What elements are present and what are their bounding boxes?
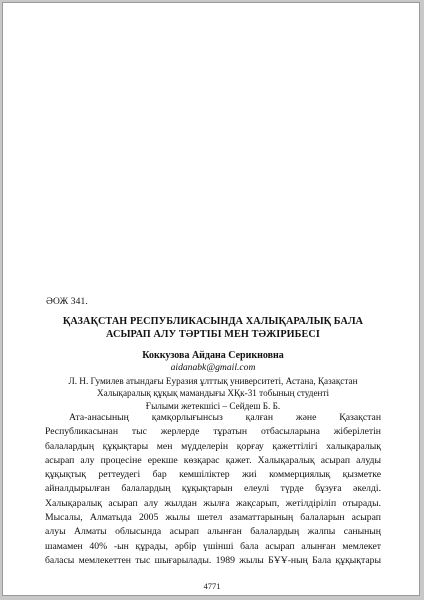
body-line: асырап алу процесіне ерекше көзқарас қажет. Халықаралық асырап алуды [45, 454, 381, 466]
affiliation-line-3: Ғылыми жетекшісі – Сейдеш Б. Б. [145, 400, 281, 411]
document-page [2, 2, 420, 596]
body-line: алуы Алматы облысында асырап алынған балалардың жалпы санының [45, 526, 381, 538]
body-line: айналдырылған балалардың құқықтарын елеулі түрде бұзуға әкелді. [45, 483, 381, 495]
body-line: шамамен 40% -ын құрады, әрбір үшінші бала асырап алынған мемлекет [45, 540, 381, 552]
article-body [45, 411, 381, 568]
body-line: баласы мемлекеттен тыс шығарылады. 1989 жылы БҰҰ-ның Бала құқықтары [45, 554, 381, 566]
affiliation [45, 375, 381, 412]
author-email: aidanabk@gmail.com [170, 362, 256, 373]
title-line-2: АСЫРАП АЛУ ТӘРТІБІ МЕН ТӘЖІРИБЕСІ [106, 329, 320, 340]
udk-code: ӘОЖ 341. [46, 297, 88, 307]
body-line: Республикасынан тыс жерлерде тұратын отбасыларына жіберілетін [45, 426, 381, 438]
body-line: Ата-анасының қамқорлығынсыз қалған және Қазақстан [69, 412, 381, 423]
author-name: Коккузова Айдана Серикновна [142, 350, 284, 361]
affiliation-line-2: Халықаралық құқық мамандығы ХҚк-31 тобының студенті [96, 388, 330, 399]
body-line: Мысалы, Алматыда 2005 жылы шетел азаматтарының балаларын асырап [45, 512, 381, 524]
title-line-1: ҚАЗАҚСТАН РЕСПУБЛИКАСЫНДА ХАЛЫҚАРАЛЫҚ БАЛА [62, 316, 364, 327]
body-line: құқықтық реттеудегі бар кемшіліктер жиі коммерциялық қызметке [45, 469, 381, 481]
body-line: Халықаралық асырап алу жылдан жылға жақсарып, жетілдіріліп отырады. [45, 497, 381, 509]
article-title [45, 315, 381, 341]
affiliation-line-1: Л. Н. Гумилев атындағы Еуразия ұлттық университеті, Астана, Қазақстан [68, 376, 358, 386]
body-line: балалардың құқықтары мен мүдделерін қорғау қажеттілігі халықаралық [45, 440, 381, 452]
page-number: 4771 [203, 581, 221, 591]
